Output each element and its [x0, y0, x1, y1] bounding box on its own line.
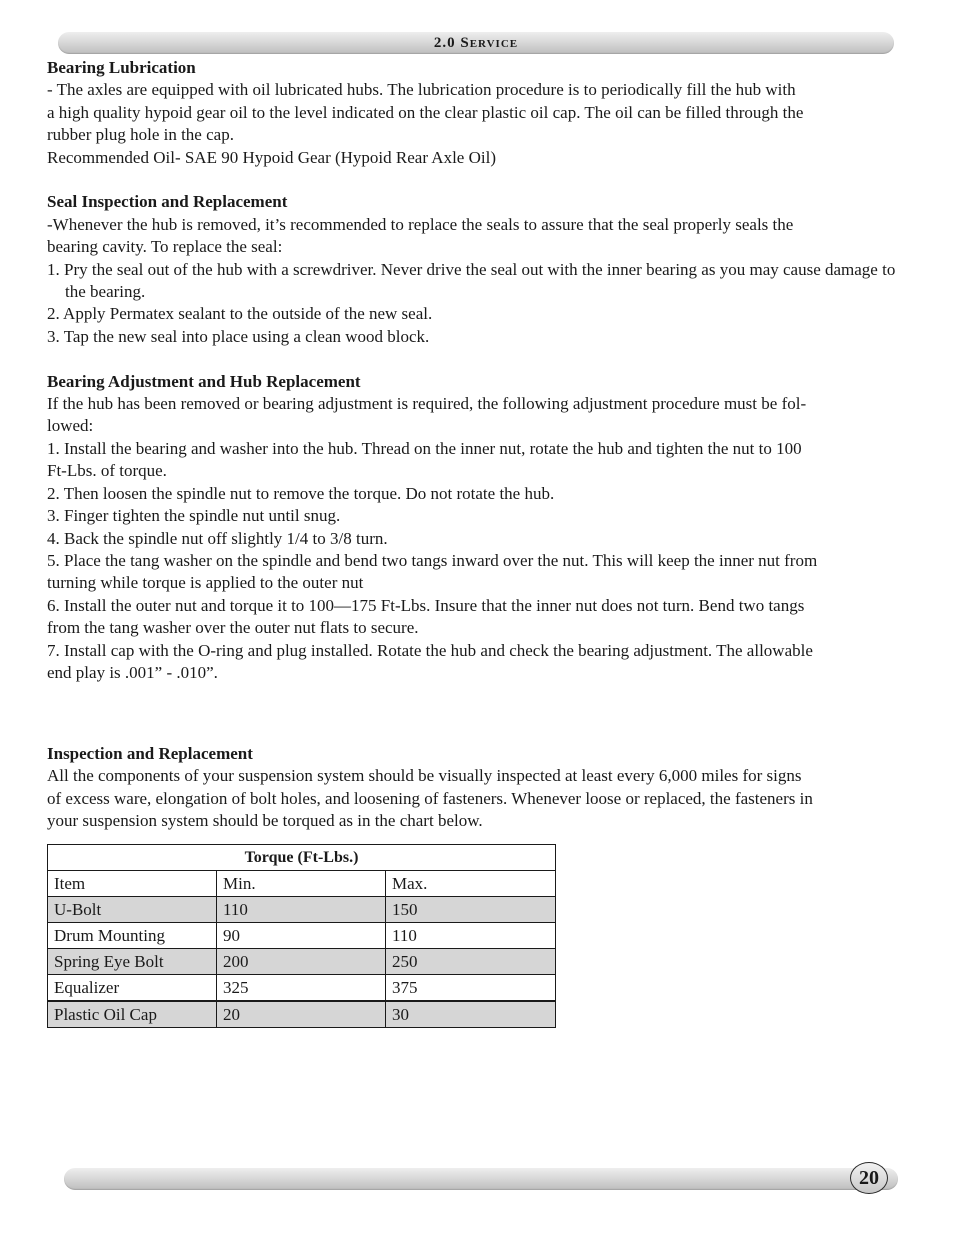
list-item: 2. Apply Permatex sealant to the outside of the new seal. [47, 304, 433, 324]
paragraph-line: a high quality hypoid gear oil to the level indicated on the clear plastic oil cap. The oil can be filled through the [47, 102, 804, 122]
column-header: Min. [217, 871, 386, 897]
list-item: 7. Install cap with the O-ring and plug installed. Rotate the hub and check the bearing adjustment. The allowable [47, 640, 813, 660]
heading-inspection: Inspection and Replacement [47, 743, 253, 763]
list-item: end play is .001” - .010”. [47, 662, 218, 682]
page-content [47, 57, 907, 832]
table-cell: 90 [217, 923, 386, 949]
paragraph-line: bearing cavity. To replace the seal: [47, 237, 283, 257]
list-item: from the tang washer over the outer nut flats to secure. [47, 618, 419, 638]
paragraph-line: - The axles are equipped with oil lubricated hubs. The lubrication procedure is to periodically fill the hub with [47, 80, 796, 100]
table-header-row [48, 871, 556, 897]
footer-bar [64, 1168, 898, 1190]
paragraph-line: lowed: [47, 416, 94, 436]
table-cell: U-Bolt [48, 897, 217, 923]
list-item: 1. Install the bearing and washer into the hub. Thread on the inner nut, rotate the hub and tighten the nut to 100 [47, 438, 802, 458]
paragraph-line: of excess ware, elongation of bolt holes, and loosening of fasteners. Whenever loose or replaced, the fasteners in [47, 788, 813, 808]
column-header: Item [48, 871, 217, 897]
list-item: 4. Back the spindle nut off slightly 1/4 to 3/8 turn. [47, 528, 388, 548]
list-item: 1. Pry the seal out of the hub with a screwdriver. Never drive the seal out with the inner bearing as you may cause damage to the bearing. [47, 259, 896, 302]
table-cell: 110 [386, 923, 556, 949]
heading-bearing-adjustment: Bearing Adjustment and Hub Replacement [47, 371, 361, 391]
table-row [48, 975, 556, 1002]
header-bar [58, 32, 894, 54]
table-cell: Plastic Oil Cap [48, 1001, 217, 1028]
paragraph-line: All the components of your suspension system should be visually inspected at least every 6,000 miles for signs [47, 766, 802, 786]
page-number: 20 [850, 1162, 888, 1194]
paragraph-line: rubber plug hole in the cap. [47, 125, 234, 145]
table-cell: 375 [386, 975, 556, 1002]
recommended-oil: Recommended Oil- SAE 90 Hypoid Gear (Hypoid Rear Axle Oil) [47, 147, 496, 167]
table-row [48, 949, 556, 975]
section-title: 2.0 Service [433, 35, 519, 51]
list-item: 2. Then loosen the spindle nut to remove the torque. Do not rotate the hub. [47, 483, 555, 503]
table-cell: 150 [386, 897, 556, 923]
heading-bearing-lubrication: Bearing Lubrication [47, 58, 196, 77]
list-item: 3. Finger tighten the spindle nut until snug. [47, 506, 341, 526]
paragraph-line: If the hub has been removed or bearing adjustment is required, the following adjustment procedure must be fol- [47, 394, 807, 414]
column-header: Max. [386, 871, 556, 897]
list-item: 5. Place the tang washer on the spindle and bend two tangs inward over the nut. This will keep the inner nut from [47, 550, 818, 570]
paragraph-line: -Whenever the hub is removed, it’s recommended to replace the seals to assure that the seal properly seals the [47, 214, 794, 234]
table-cell: 250 [386, 949, 556, 975]
table-cell: 110 [217, 897, 386, 923]
table-title: Torque (Ft-Lbs.) [48, 845, 556, 871]
table-cell: 20 [217, 1001, 386, 1028]
list-item: 6. Install the outer nut and torque it to 100—175 Ft-Lbs. Insure that the inner nut does not turn. Bend two tangs [47, 595, 805, 615]
table-cell: 325 [217, 975, 386, 1002]
table-row [48, 897, 556, 923]
heading-seal-inspection: Seal Inspection and Replacement [47, 192, 288, 212]
table-cell: Equalizer [48, 975, 217, 1002]
table-cell: Spring Eye Bolt [48, 949, 217, 975]
table-row [48, 1001, 556, 1028]
list-item: 3. Tap the new seal into place using a clean wood block. [47, 326, 430, 346]
torque-table [47, 844, 556, 1028]
table-cell: 30 [386, 1001, 556, 1028]
list-item: turning while torque is applied to the outer nut [47, 573, 364, 593]
paragraph-line: your suspension system should be torqued as in the chart below. [47, 810, 483, 830]
table-cell: 200 [217, 949, 386, 975]
list-item: Ft-Lbs. of torque. [47, 461, 167, 481]
table-row [48, 923, 556, 949]
table-cell: Drum Mounting [48, 923, 217, 949]
